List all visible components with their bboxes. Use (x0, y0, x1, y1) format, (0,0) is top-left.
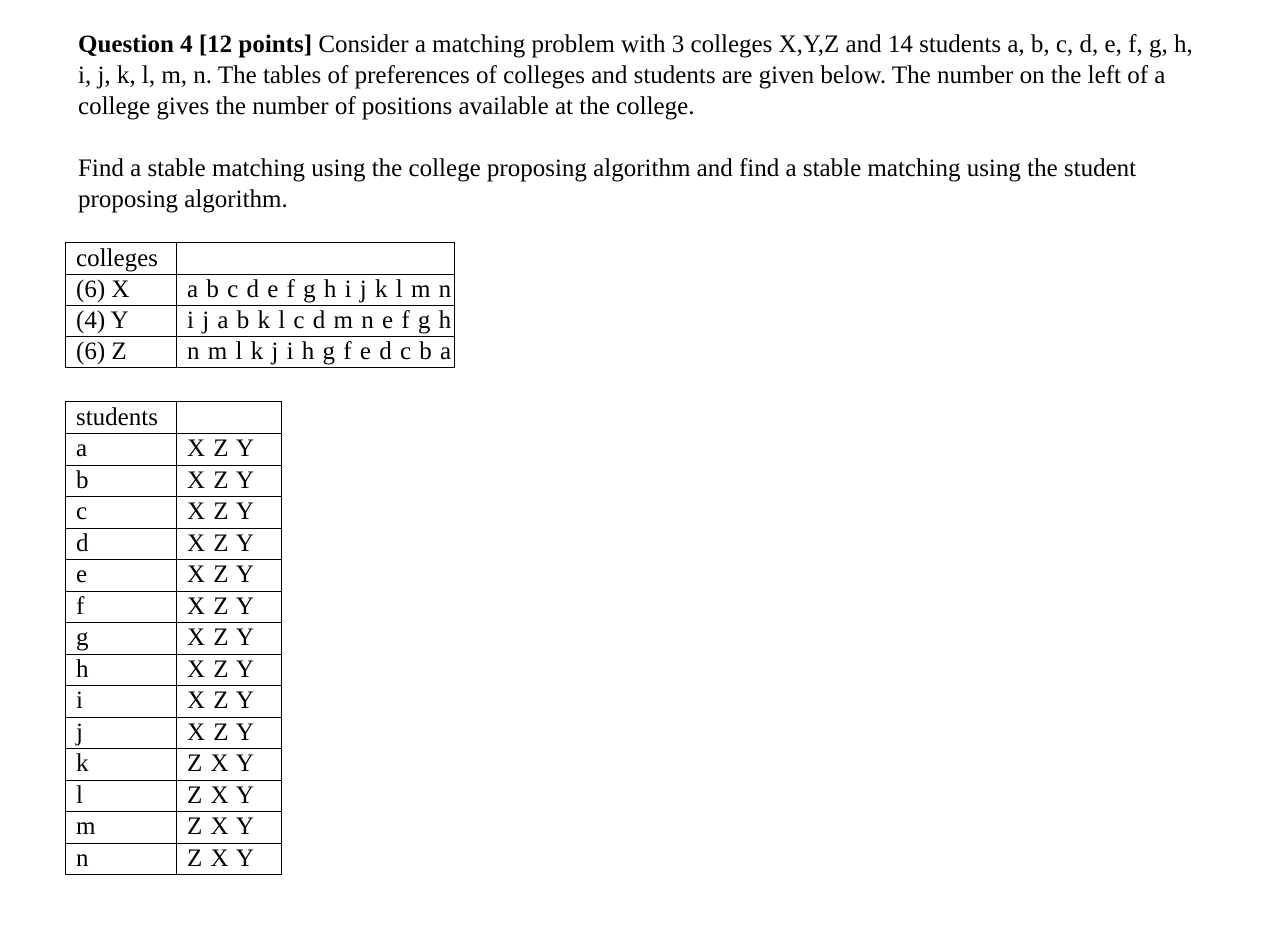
students-preference-table (65, 401, 282, 875)
college-name: (6) Z (66, 337, 177, 368)
table-row (66, 306, 455, 337)
table-row (66, 434, 282, 466)
student-preferences: X Z Y (177, 654, 282, 686)
table-row (66, 686, 282, 718)
table-row (66, 275, 455, 306)
student-name: f (66, 591, 177, 623)
student-preferences: X Z Y (177, 686, 282, 718)
table-row (66, 843, 282, 875)
table-row (66, 812, 282, 844)
colleges-header: colleges (66, 243, 177, 275)
college-preferences: n m l k j i h g f e d c b a (177, 337, 455, 368)
college-preferences: a b c d e f g h i j k l m n (177, 275, 455, 306)
student-preferences: X Z Y (177, 591, 282, 623)
table-row (66, 749, 282, 781)
table-row (66, 465, 282, 497)
student-preferences: X Z Y (177, 497, 282, 529)
table-row (66, 528, 282, 560)
student-name: i (66, 686, 177, 718)
student-name: a (66, 434, 177, 466)
table-row (66, 717, 282, 749)
colleges-preference-table (65, 242, 455, 368)
student-name: h (66, 654, 177, 686)
table-row (66, 623, 282, 655)
table-header-row (66, 243, 455, 275)
student-preferences: X Z Y (177, 528, 282, 560)
student-preferences: X Z Y (177, 717, 282, 749)
question-heading: Question 4 [12 points] (78, 31, 313, 58)
table-row (66, 780, 282, 812)
question-intro: Consider a matching problem with 3 colleges X,Y,Z and 14 students a, b, c, d, e, f, g, h, i, j, k, l, m, n. The tables of preferences of colleges and students are given below. The number on the left of a college gives the number of positions available at the college. (78, 31, 1193, 120)
question-instruction: Find a stable matching using the college proposing algorithm and find a stable matching using the student proposing algorithm. (78, 155, 1137, 213)
student-preferences: X Z Y (177, 434, 282, 466)
question-text-block (78, 29, 1198, 215)
student-preferences: Z X Y (177, 843, 282, 875)
student-preferences: X Z Y (177, 465, 282, 497)
table-row (66, 560, 282, 592)
student-preferences: X Z Y (177, 560, 282, 592)
student-preferences: Z X Y (177, 812, 282, 844)
student-name: n (66, 843, 177, 875)
student-name: k (66, 749, 177, 781)
question-paragraph (78, 29, 1198, 122)
student-name: b (66, 465, 177, 497)
student-name: c (66, 497, 177, 529)
student-name: j (66, 717, 177, 749)
table-row (66, 654, 282, 686)
college-name: (4) Y (66, 306, 177, 337)
college-preferences: i j a b k l c d m n e f g h (177, 306, 455, 337)
student-name: e (66, 560, 177, 592)
student-preferences: X Z Y (177, 623, 282, 655)
students-header: students (66, 402, 177, 434)
student-name: l (66, 780, 177, 812)
table-row (66, 591, 282, 623)
student-preferences: Z X Y (177, 749, 282, 781)
student-name: m (66, 812, 177, 844)
table-row (66, 497, 282, 529)
table-row (66, 337, 455, 368)
college-name: (6) X (66, 275, 177, 306)
colleges-header-blank (177, 243, 455, 275)
student-name: d (66, 528, 177, 560)
table-header-row (66, 402, 282, 434)
student-name: g (66, 623, 177, 655)
student-preferences: Z X Y (177, 780, 282, 812)
students-header-blank (177, 402, 282, 434)
